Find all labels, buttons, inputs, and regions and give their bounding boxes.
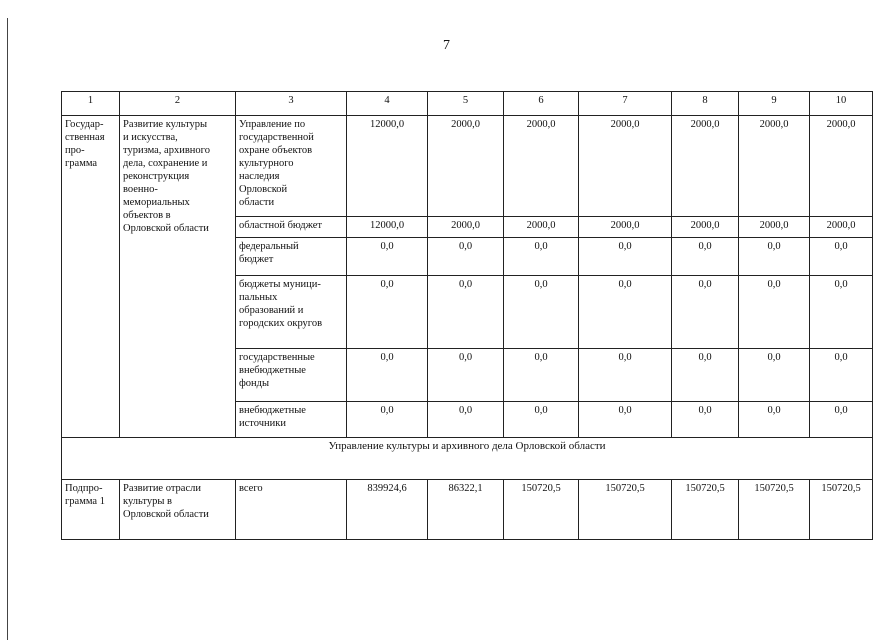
section-title: Управление культуры и архивного дела Орловской области	[62, 438, 873, 480]
value-cell: 12000,0	[347, 116, 428, 217]
value-cell: 150720,5	[672, 480, 739, 540]
value-cell: 2000,0	[810, 116, 873, 217]
funding-source-cell: всего	[236, 480, 347, 540]
value-cell: 2000,0	[739, 217, 810, 238]
value-cell: 0,0	[672, 402, 739, 438]
value-cell: 0,0	[504, 349, 579, 402]
value-cell: 0,0	[810, 402, 873, 438]
value-cell: 0,0	[579, 402, 672, 438]
value-cell: 0,0	[347, 349, 428, 402]
value-cell: 0,0	[579, 276, 672, 349]
funding-source-cell: внебюджетные источники	[236, 402, 347, 438]
table-row	[62, 480, 873, 540]
value-cell: 2000,0	[739, 116, 810, 217]
value-cell: 150720,5	[810, 480, 873, 540]
value-cell: 0,0	[810, 276, 873, 349]
funding-source-cell: федеральный бюджет	[236, 238, 347, 276]
value-cell: 0,0	[810, 349, 873, 402]
value-cell: 2000,0	[428, 116, 504, 217]
value-cell: 2000,0	[579, 116, 672, 217]
value-cell: 0,0	[428, 402, 504, 438]
value-cell: 0,0	[504, 238, 579, 276]
value-cell: 0,0	[428, 276, 504, 349]
funding-source-cell: областной бюджет	[236, 217, 347, 238]
value-cell: 0,0	[672, 349, 739, 402]
value-cell: 12000,0	[347, 217, 428, 238]
value-cell: 0,0	[347, 402, 428, 438]
program-type-cell: Государ- ственная про- грамма	[62, 116, 120, 438]
value-cell: 0,0	[810, 238, 873, 276]
value-cell: 0,0	[428, 238, 504, 276]
header-cell-5: 5	[428, 92, 504, 116]
value-cell: 0,0	[579, 349, 672, 402]
funding-source-cell: бюджеты муници- пальных образований и городских округов	[236, 276, 347, 349]
header-cell-1: 1	[62, 92, 120, 116]
value-cell: 150720,5	[504, 480, 579, 540]
header-cell-2: 2	[120, 92, 236, 116]
value-cell: 2000,0	[504, 217, 579, 238]
program-name-cell: Развитие культуры и искусства, туризма, архивного дела, сохранение и реконструкция военно- мемориальных объектов в Орловской области	[120, 116, 236, 438]
value-cell: 2000,0	[428, 217, 504, 238]
page-margin-line	[7, 18, 8, 640]
value-cell: 150720,5	[739, 480, 810, 540]
value-cell: 0,0	[347, 238, 428, 276]
header-cell-10: 10	[810, 92, 873, 116]
header-cell-3: 3	[236, 92, 347, 116]
value-cell: 0,0	[739, 238, 810, 276]
section-title-row	[62, 438, 873, 480]
page-number: 7	[443, 38, 450, 53]
value-cell: 0,0	[579, 238, 672, 276]
value-cell: 0,0	[428, 349, 504, 402]
budget-table	[61, 91, 873, 540]
value-cell: 2000,0	[672, 116, 739, 217]
value-cell: 0,0	[739, 276, 810, 349]
subprogram-name-cell: Развитие отрасли культуры в Орловской области	[120, 480, 236, 540]
funding-source-cell: Управление по государственной охране объектов культурного наследия Орловской области	[236, 116, 347, 217]
value-cell: 0,0	[504, 402, 579, 438]
header-cell-8: 8	[672, 92, 739, 116]
value-cell: 0,0	[739, 349, 810, 402]
funding-source-cell: государственные внебюджетные фонды	[236, 349, 347, 402]
header-cell-4: 4	[347, 92, 428, 116]
value-cell: 86322,1	[428, 480, 504, 540]
header-cell-6: 6	[504, 92, 579, 116]
value-cell: 0,0	[672, 276, 739, 349]
header-cell-9: 9	[739, 92, 810, 116]
value-cell: 0,0	[739, 402, 810, 438]
value-cell: 2000,0	[810, 217, 873, 238]
value-cell: 839924,6	[347, 480, 428, 540]
table-header-row	[62, 92, 873, 116]
header-cell-7: 7	[579, 92, 672, 116]
value-cell: 0,0	[504, 276, 579, 349]
value-cell: 2000,0	[504, 116, 579, 217]
value-cell: 2000,0	[579, 217, 672, 238]
subprogram-type-cell: Подпро- грамма 1	[62, 480, 120, 540]
value-cell: 2000,0	[672, 217, 739, 238]
value-cell: 0,0	[347, 276, 428, 349]
value-cell: 150720,5	[579, 480, 672, 540]
value-cell: 0,0	[672, 238, 739, 276]
table-row	[62, 116, 873, 217]
